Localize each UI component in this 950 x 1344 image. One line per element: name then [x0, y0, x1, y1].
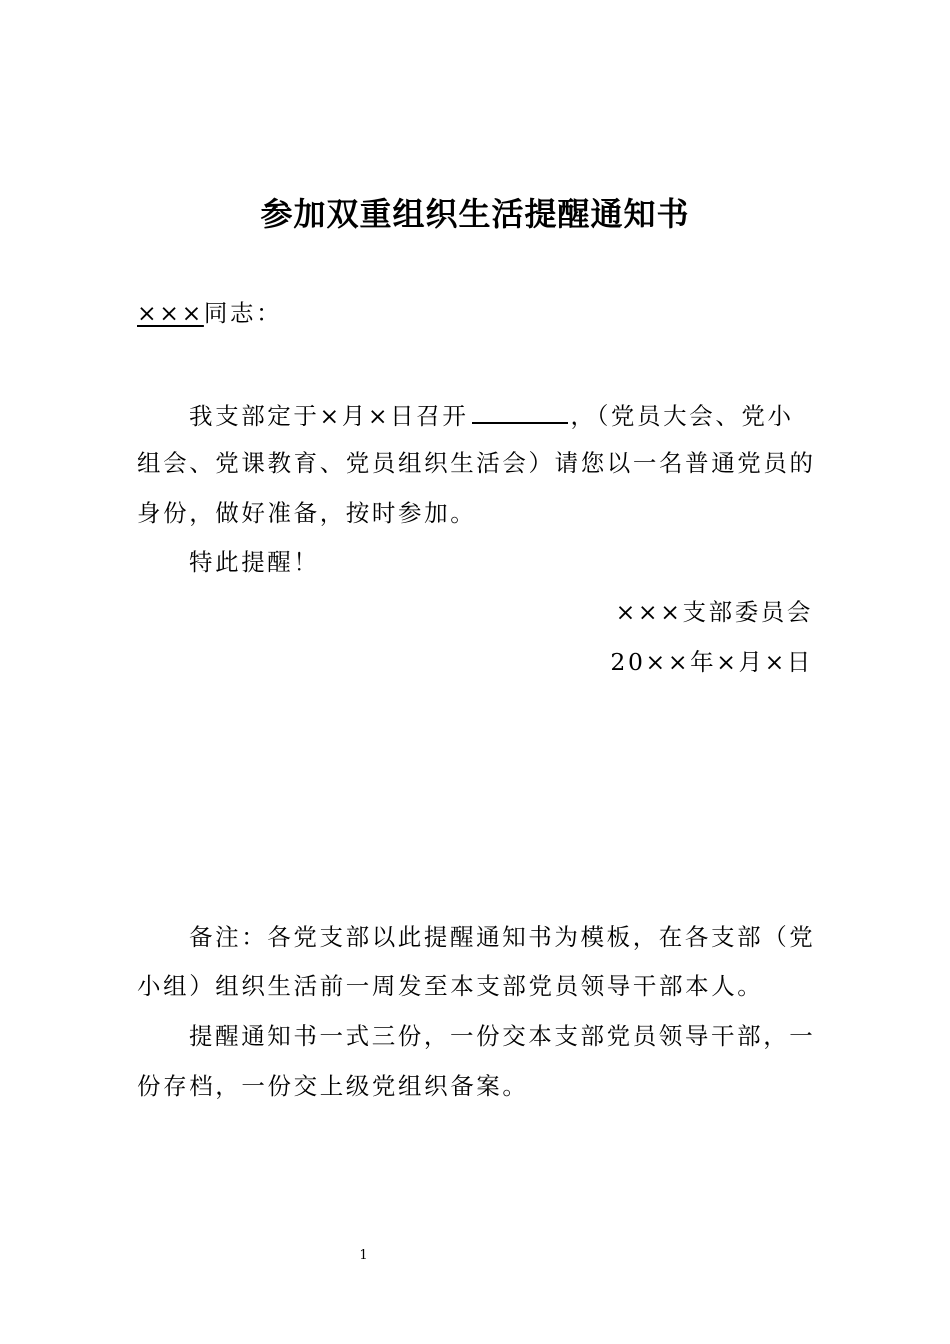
- note-line-3: 提醒通知书一式三份，一份交本支部党员领导干部，一: [189, 1022, 816, 1050]
- note-line-1: 备注：各党支部以此提醒通知书为模板，在各支部（党: [189, 923, 816, 951]
- body-line-3: 身份，做好准备，按时参加。: [137, 499, 477, 527]
- page-number: 1: [359, 1248, 368, 1263]
- recipient-name: ×××: [137, 299, 204, 327]
- body-line-2: 组会、党课教育、党员组织生活会）请您以一名普通党员的: [137, 449, 816, 477]
- body-line-1-start: 我支部定于×月×日召开: [189, 402, 469, 430]
- note-line-4: 份存档，一份交上级党组织备案。: [137, 1072, 529, 1100]
- meeting-type-blank: [472, 396, 568, 424]
- body-line-1-end: ，（党员大会、党小: [570, 402, 794, 430]
- body-line-1: [189, 396, 794, 433]
- note-line-2: 小组）组织生活前一周发至本支部党员领导干部本人。: [137, 972, 764, 1000]
- document-title: 参加双重组织生活提醒通知书: [260, 195, 690, 233]
- closing-remark: 特此提醒！: [189, 548, 320, 576]
- salutation: [137, 296, 282, 330]
- signature-date: 20××年×月×日: [610, 648, 813, 676]
- signature-organization: ×××支部委员会: [615, 598, 813, 626]
- salutation-suffix: 同志：: [203, 299, 283, 327]
